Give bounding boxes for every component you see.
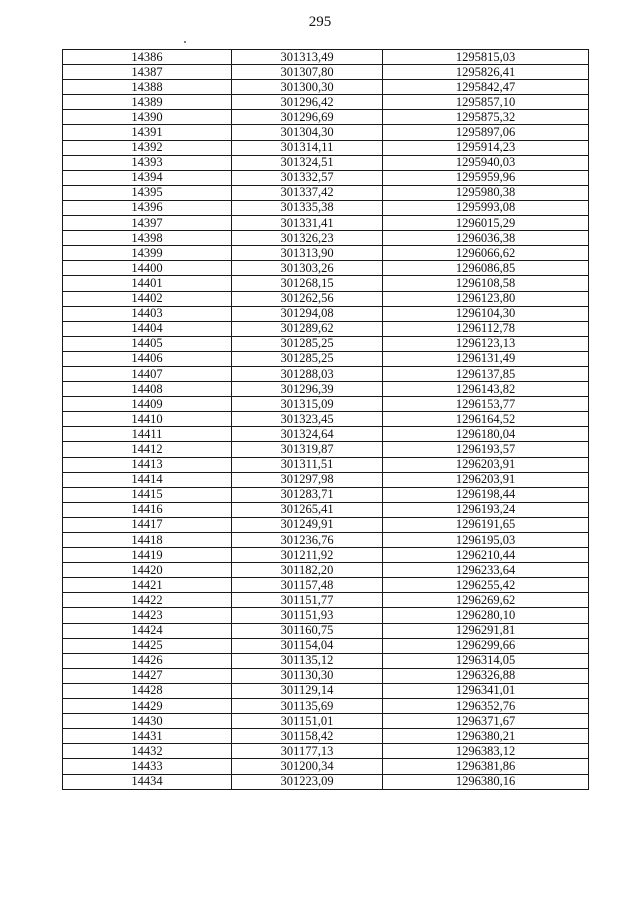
x-coordinate-cell: 301300,30 (232, 80, 383, 95)
point-number-cell: 14404 (63, 321, 232, 336)
y-coordinate-cell: 1296153,77 (383, 397, 589, 412)
table-row (63, 729, 589, 744)
table-row (63, 623, 589, 638)
table-row (63, 366, 589, 381)
x-coordinate-cell: 301294,08 (232, 306, 383, 321)
x-coordinate-cell: 301303,26 (232, 261, 383, 276)
y-coordinate-cell: 1296280,10 (383, 608, 589, 623)
table-row (63, 382, 589, 397)
table-row (63, 442, 589, 457)
x-coordinate-cell: 301200,34 (232, 759, 383, 774)
x-coordinate-cell: 301129,14 (232, 683, 383, 698)
x-coordinate-cell: 301265,41 (232, 502, 383, 517)
point-number-cell: 14426 (63, 653, 232, 668)
y-coordinate-cell: 1296191,65 (383, 517, 589, 532)
y-coordinate-cell: 1295826,41 (383, 65, 589, 80)
table-row (63, 593, 589, 608)
point-number-cell: 14410 (63, 412, 232, 427)
y-coordinate-cell: 1296269,62 (383, 593, 589, 608)
x-coordinate-cell: 301285,25 (232, 351, 383, 366)
table-row (63, 683, 589, 698)
point-number-cell: 14397 (63, 216, 232, 231)
x-coordinate-cell: 301268,15 (232, 276, 383, 291)
point-number-cell: 14406 (63, 351, 232, 366)
point-number-cell: 14399 (63, 246, 232, 261)
y-coordinate-cell: 1296233,64 (383, 563, 589, 578)
point-number-cell: 14427 (63, 668, 232, 683)
point-number-cell: 14388 (63, 80, 232, 95)
table-row (63, 110, 589, 125)
table-row (63, 336, 589, 351)
y-coordinate-cell: 1296193,57 (383, 442, 589, 457)
y-coordinate-cell: 1296137,85 (383, 366, 589, 381)
x-coordinate-cell: 301289,62 (232, 321, 383, 336)
table-row (63, 517, 589, 532)
y-coordinate-cell: 1296193,24 (383, 502, 589, 517)
y-coordinate-cell: 1296123,13 (383, 336, 589, 351)
point-number-cell: 14424 (63, 623, 232, 638)
table-row (63, 95, 589, 110)
table-row (63, 291, 589, 306)
y-coordinate-cell: 1296291,81 (383, 623, 589, 638)
x-coordinate-cell: 301324,64 (232, 427, 383, 442)
x-coordinate-cell: 301182,20 (232, 563, 383, 578)
y-coordinate-cell: 1296131,49 (383, 351, 589, 366)
y-coordinate-cell: 1296383,12 (383, 744, 589, 759)
point-number-cell: 14408 (63, 382, 232, 397)
point-number-cell: 14405 (63, 336, 232, 351)
table-row (63, 653, 589, 668)
table-row (63, 261, 589, 276)
y-coordinate-cell: 1295993,08 (383, 200, 589, 215)
x-coordinate-cell: 301236,76 (232, 533, 383, 548)
x-coordinate-cell: 301130,30 (232, 668, 383, 683)
scan-speck (184, 41, 186, 43)
x-coordinate-cell: 301211,92 (232, 548, 383, 563)
table-row (63, 397, 589, 412)
table-row (63, 457, 589, 472)
point-number-cell: 14434 (63, 774, 232, 789)
table-row (63, 487, 589, 502)
table-row (63, 502, 589, 517)
y-coordinate-cell: 1296210,44 (383, 548, 589, 563)
point-number-cell: 14391 (63, 125, 232, 140)
point-number-cell: 14403 (63, 306, 232, 321)
table-row (63, 140, 589, 155)
y-coordinate-cell: 1296314,05 (383, 653, 589, 668)
table-row (63, 427, 589, 442)
y-coordinate-cell: 1295875,32 (383, 110, 589, 125)
x-coordinate-cell: 301337,42 (232, 185, 383, 200)
x-coordinate-cell: 301296,42 (232, 95, 383, 110)
point-number-cell: 14414 (63, 472, 232, 487)
x-coordinate-cell: 301307,80 (232, 65, 383, 80)
x-coordinate-cell: 301296,69 (232, 110, 383, 125)
x-coordinate-cell: 301315,09 (232, 397, 383, 412)
y-coordinate-cell: 1296203,91 (383, 472, 589, 487)
y-coordinate-cell: 1296143,82 (383, 382, 589, 397)
point-number-cell: 14413 (63, 457, 232, 472)
y-coordinate-cell: 1296180,04 (383, 427, 589, 442)
coordinates-table (62, 49, 589, 790)
x-coordinate-cell: 301283,71 (232, 487, 383, 502)
table-row (63, 80, 589, 95)
table-row (63, 638, 589, 653)
y-coordinate-cell: 1295857,10 (383, 95, 589, 110)
y-coordinate-cell: 1296326,88 (383, 668, 589, 683)
point-number-cell: 14402 (63, 291, 232, 306)
y-coordinate-cell: 1295815,03 (383, 50, 589, 65)
table-row (63, 759, 589, 774)
x-coordinate-cell: 301135,69 (232, 699, 383, 714)
point-number-cell: 14401 (63, 276, 232, 291)
y-coordinate-cell: 1296299,66 (383, 638, 589, 653)
x-coordinate-cell: 301177,13 (232, 744, 383, 759)
x-coordinate-cell: 301296,39 (232, 382, 383, 397)
x-coordinate-cell: 301223,09 (232, 774, 383, 789)
point-number-cell: 14409 (63, 397, 232, 412)
y-coordinate-cell: 1296036,38 (383, 231, 589, 246)
table-row (63, 170, 589, 185)
x-coordinate-cell: 301160,75 (232, 623, 383, 638)
point-number-cell: 14393 (63, 155, 232, 170)
y-coordinate-cell: 1296195,03 (383, 533, 589, 548)
table-row (63, 200, 589, 215)
x-coordinate-cell: 301304,30 (232, 125, 383, 140)
table-row (63, 155, 589, 170)
table-row (63, 50, 589, 65)
point-number-cell: 14417 (63, 517, 232, 532)
point-number-cell: 14392 (63, 140, 232, 155)
table-row (63, 351, 589, 366)
y-coordinate-cell: 1296255,42 (383, 578, 589, 593)
y-coordinate-cell: 1295940,03 (383, 155, 589, 170)
x-coordinate-cell: 301285,25 (232, 336, 383, 351)
x-coordinate-cell: 301297,98 (232, 472, 383, 487)
x-coordinate-cell: 301335,38 (232, 200, 383, 215)
point-number-cell: 14418 (63, 533, 232, 548)
y-coordinate-cell: 1296371,67 (383, 714, 589, 729)
x-coordinate-cell: 301313,90 (232, 246, 383, 261)
x-coordinate-cell: 301313,49 (232, 50, 383, 65)
point-number-cell: 14390 (63, 110, 232, 125)
y-coordinate-cell: 1296066,62 (383, 246, 589, 261)
table-row (63, 533, 589, 548)
y-coordinate-cell: 1295959,96 (383, 170, 589, 185)
coordinates-table-body (63, 50, 589, 790)
table-row (63, 714, 589, 729)
table-row (63, 563, 589, 578)
x-coordinate-cell: 301151,93 (232, 608, 383, 623)
point-number-cell: 14395 (63, 185, 232, 200)
point-number-cell: 14411 (63, 427, 232, 442)
y-coordinate-cell: 1296341,01 (383, 683, 589, 698)
point-number-cell: 14396 (63, 200, 232, 215)
x-coordinate-cell: 301332,57 (232, 170, 383, 185)
x-coordinate-cell: 301314,11 (232, 140, 383, 155)
table-row (63, 774, 589, 789)
x-coordinate-cell: 301262,56 (232, 291, 383, 306)
y-coordinate-cell: 1296123,80 (383, 291, 589, 306)
table-row (63, 699, 589, 714)
table-row (63, 412, 589, 427)
y-coordinate-cell: 1296108,58 (383, 276, 589, 291)
x-coordinate-cell: 301151,77 (232, 593, 383, 608)
point-number-cell: 14423 (63, 608, 232, 623)
point-number-cell: 14421 (63, 578, 232, 593)
point-number-cell: 14400 (63, 261, 232, 276)
y-coordinate-cell: 1296015,29 (383, 216, 589, 231)
y-coordinate-cell: 1296112,78 (383, 321, 589, 336)
table-row (63, 231, 589, 246)
x-coordinate-cell: 301249,91 (232, 517, 383, 532)
table-row (63, 246, 589, 261)
table-row (63, 216, 589, 231)
y-coordinate-cell: 1296086,85 (383, 261, 589, 276)
x-coordinate-cell: 301324,51 (232, 155, 383, 170)
point-number-cell: 14407 (63, 366, 232, 381)
x-coordinate-cell: 301288,03 (232, 366, 383, 381)
y-coordinate-cell: 1296203,91 (383, 457, 589, 472)
x-coordinate-cell: 301311,51 (232, 457, 383, 472)
point-number-cell: 14431 (63, 729, 232, 744)
point-number-cell: 14420 (63, 563, 232, 578)
point-number-cell: 14419 (63, 548, 232, 563)
table-row (63, 276, 589, 291)
x-coordinate-cell: 301326,23 (232, 231, 383, 246)
point-number-cell: 14432 (63, 744, 232, 759)
point-number-cell: 14430 (63, 714, 232, 729)
y-coordinate-cell: 1296104,30 (383, 306, 589, 321)
point-number-cell: 14398 (63, 231, 232, 246)
x-coordinate-cell: 301158,42 (232, 729, 383, 744)
table-row (63, 548, 589, 563)
y-coordinate-cell: 1295897,06 (383, 125, 589, 140)
x-coordinate-cell: 301331,41 (232, 216, 383, 231)
point-number-cell: 14433 (63, 759, 232, 774)
x-coordinate-cell: 301319,87 (232, 442, 383, 457)
x-coordinate-cell: 301151,01 (232, 714, 383, 729)
point-number-cell: 14386 (63, 50, 232, 65)
point-number-cell: 14422 (63, 593, 232, 608)
y-coordinate-cell: 1296198,44 (383, 487, 589, 502)
table-row (63, 578, 589, 593)
point-number-cell: 14425 (63, 638, 232, 653)
point-number-cell: 14394 (63, 170, 232, 185)
y-coordinate-cell: 1296381,86 (383, 759, 589, 774)
x-coordinate-cell: 301323,45 (232, 412, 383, 427)
table-row (63, 321, 589, 336)
y-coordinate-cell: 1296352,76 (383, 699, 589, 714)
table-row (63, 472, 589, 487)
table-row (63, 65, 589, 80)
y-coordinate-cell: 1296380,21 (383, 729, 589, 744)
table-row (63, 306, 589, 321)
y-coordinate-cell: 1296164,52 (383, 412, 589, 427)
y-coordinate-cell: 1295914,23 (383, 140, 589, 155)
table-row (63, 668, 589, 683)
point-number-cell: 14415 (63, 487, 232, 502)
point-number-cell: 14412 (63, 442, 232, 457)
point-number-cell: 14416 (63, 502, 232, 517)
point-number-cell: 14429 (63, 699, 232, 714)
table-row (63, 744, 589, 759)
point-number-cell: 14428 (63, 683, 232, 698)
x-coordinate-cell: 301135,12 (232, 653, 383, 668)
table-row (63, 125, 589, 140)
table-row (63, 185, 589, 200)
y-coordinate-cell: 1295842,47 (383, 80, 589, 95)
y-coordinate-cell: 1296380,16 (383, 774, 589, 789)
page-number: 295 (308, 14, 332, 30)
y-coordinate-cell: 1295980,38 (383, 185, 589, 200)
point-number-cell: 14387 (63, 65, 232, 80)
point-number-cell: 14389 (63, 95, 232, 110)
x-coordinate-cell: 301154,04 (232, 638, 383, 653)
x-coordinate-cell: 301157,48 (232, 578, 383, 593)
table-row (63, 608, 589, 623)
